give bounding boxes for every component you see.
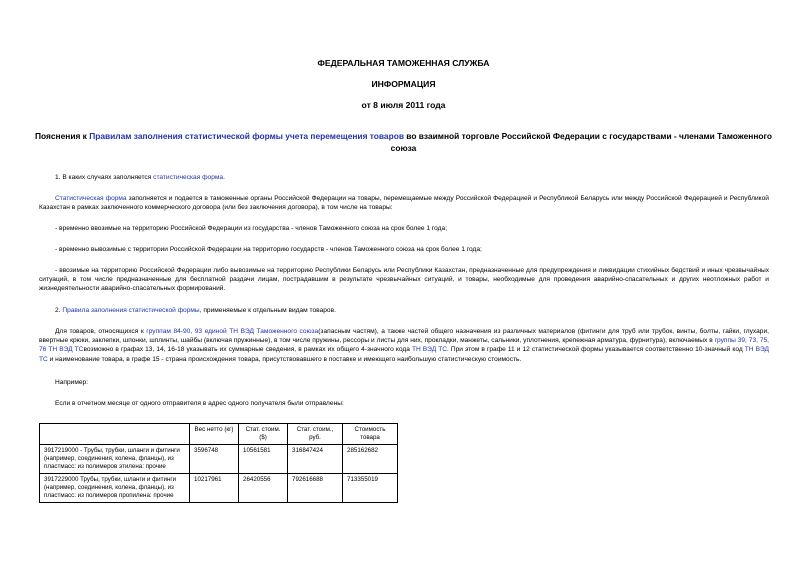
paragraph-2	[39, 194, 769, 212]
paragraph-9: Если в отчетном месяце от одного отправителя в адрес одного получателя были отправлены:	[55, 400, 344, 407]
paragraph-7-text-1: Для товаров, относящихся к	[55, 328, 147, 335]
rules-link-2[interactable]: Правила заполнения статистической формы	[62, 307, 200, 314]
paragraph-7-text-5: и наименование товара, в графе 15 - страна происхождения товара, присутствовавшего в поставке и имеющего наибольшую статистическую стоимость.	[47, 355, 522, 363]
statistical-form-link[interactable]: статистическая форма	[153, 174, 224, 181]
table-cell: 10561581	[239, 445, 288, 474]
goods-table	[39, 423, 398, 503]
document-date: от 8 июля 2011 года	[361, 100, 446, 110]
document-type-heading: ИНФОРМАЦИЯ	[371, 79, 436, 89]
agency-heading: ФЕДЕРАЛЬНАЯ ТАМОЖЕННАЯ СЛУЖБА	[317, 58, 490, 68]
table-row	[40, 474, 398, 503]
table-cell: 26420556	[239, 474, 288, 503]
table-header-cell: Стат. стоим., руб.	[288, 424, 343, 445]
paragraph-8: Например:	[55, 379, 89, 386]
table-header-cell: Стат. стоим. ($)	[239, 424, 288, 445]
table-cell: 10217961	[190, 474, 239, 503]
table-cell: 316847424	[288, 445, 343, 474]
paragraph-1-text: 1. В каких случаях заполняется	[55, 174, 154, 181]
rules-link[interactable]: Правилам заполнения статистической формы учета перемещения товаров	[89, 131, 404, 141]
paragraph-6-text: 2.	[55, 307, 63, 314]
paragraph-1	[39, 173, 769, 182]
table-cell: 3596748	[190, 445, 239, 474]
paragraph-2-text: заполняется и подается в таможенные органы Российской Федерации на товары, перемещаемые между Российской Федерацией и Республикой Беларусь или между Российской Федерацией и Республикой Казахстан в рамках заключенного коммерческого договора (или без заключения договора), в том числе на товары:	[39, 195, 769, 212]
paragraph-7	[39, 327, 769, 364]
tnved-groups-link[interactable]: группам 84-90, 93 единой ТН ВЭД Таможенного союза	[146, 328, 319, 335]
paragraph-6	[39, 306, 769, 315]
paragraph-1-end: .	[223, 174, 225, 181]
table-cell: 713355019	[343, 474, 398, 503]
table-header-row	[40, 424, 398, 445]
tnved-link-2[interactable]: ТН ВЭД ТС	[39, 346, 769, 363]
paragraph-6-end: , применяемые к отдельным видам товаров.	[199, 307, 336, 314]
table-header-cell	[40, 424, 190, 445]
subtitle-prefix: Пояснения к	[34, 131, 90, 141]
table-cell: 3917219000 - Трубы, трубки, шланги и фитинги (например, соединения, колена, фланцы), из пластмасс: из полимеров этилена: прочие	[40, 445, 190, 474]
paragraph-5: - ввозимые на территорию Российской Федерации либо вывозимые на территорию Республики Беларусь или Республики Казахстан, предназначенные для предупреждения и ликвидации стихийных бедствий и иных чрезвычайных ситуаций, в том числе предназначенные для бесплатной раздачи лицам, пострадавшим в результате чрезвычайных ситуаций, и товары, необходимые для проведения аварийно-спасательных и других неотложных работ и жизнедеятельности аварийно-спасательных формирований.	[39, 267, 769, 293]
paragraph-3: - временно ввозимые на территорию Российской Федерации из государства - членов Таможенного союза на срок более 1 года;	[55, 225, 448, 232]
paragraph-7-text-3: возможно в графах 13, 14, 16-18 указывать их суммарные сведения, в рамках их общего 4-значного кода	[83, 346, 412, 354]
statistical-form-link-2[interactable]: Статистическая форма	[55, 195, 127, 202]
paragraph-7-text-4: . При этом в графе 11 и 12 статистической формы указывается соответственно 10-значный код	[447, 346, 745, 354]
table-cell: 3917229000 Трубы, трубки, шланги и фитинги (например, соединения, колена, фланцы), из пластмасс: из полимеров пропилена: прочие	[40, 474, 190, 503]
document-subtitle	[30, 130, 777, 154]
table-cell: 792616688	[288, 474, 343, 503]
paragraph-4: - временно вывозимые с территории Российской Федерации на территорию государств - членов Таможенного союза на срок более 1 года;	[55, 246, 482, 253]
subtitle-suffix: во взаимной торговле Российской Федерации с государствами - членами Таможенного союза	[390, 131, 773, 153]
table-row	[40, 445, 398, 474]
tnved-link[interactable]: ТН ВЭД ТС	[411, 346, 447, 354]
paragraph-7-text-2: (запасным частям), а также частей общего назначения из различных материалов (фитинги для труб или трубок, винты, болты, гайки, глухари, ввертные крюки, заклепки, шпонки, шплинты, шайбы (включая пружинные), в том числе пружины, рессоры и листы для них, прокладки, манжеты, сальники, уплотнения, крепежная арматура, фурнитура), включаемых в	[39, 328, 769, 345]
table-header-cell: Стоимость товара	[343, 424, 398, 445]
tnved-groups-link-2[interactable]: группы 39, 73, 75, 76 ТН ВЭД ТС	[39, 337, 769, 354]
table-header-cell: Вес нетто (кг)	[190, 424, 239, 445]
table-cell: 285162682	[343, 445, 398, 474]
